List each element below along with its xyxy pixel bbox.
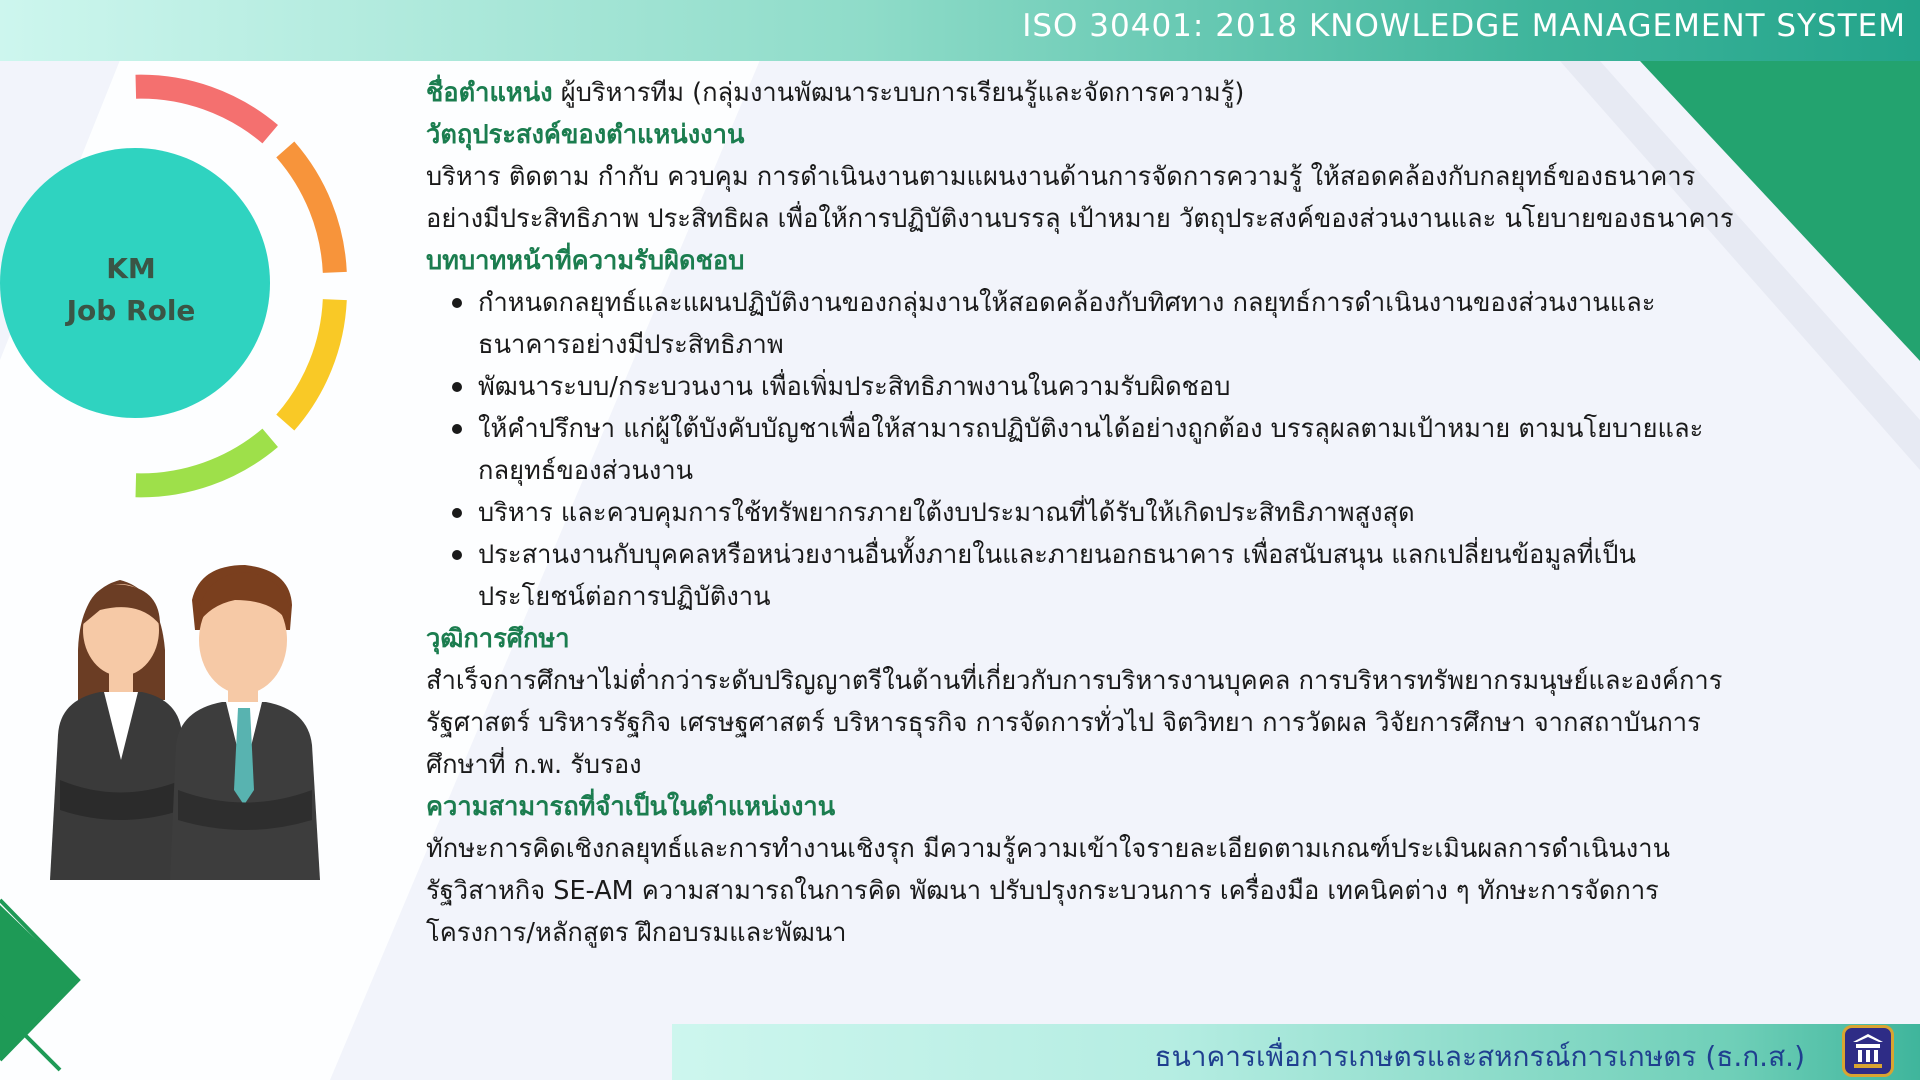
badge-line-2: Job Role	[66, 294, 196, 327]
duty-item: กำหนดกลยุทธ์และแผนปฏิบัติงานของกลุ่มงานให้สอดคล้องกับทิศทาง กลยุทธ์การดำเนินงานของส่วนงานและ ธนาคารอย่างมีประสิทธิภาพ	[426, 282, 1846, 366]
duty-item: ประสานงานกับบุคคลหรือหน่วยงานอื่นทั้งภายในและภายนอกธนาคาร เพื่อสนับสนุน แลกเปลี่ยนข้อมูลที่เป็น ประโยชน์ต่อการปฏิบัติงาน	[426, 534, 1846, 618]
education-line: ศึกษาที่ ก.พ. รับรอง	[426, 750, 642, 780]
position-value: ผู้บริหารทีม (กลุ่มงานพัฒนาระบบการเรียนรู้และจัดการความรู้)	[552, 78, 1245, 108]
objective-line: อย่างมีประสิทธิภาพ ประสิทธิผล เพื่อให้การปฏิบัติงานบรรลุ เป้าหมาย วัตถุประสงค์ของส่วนงานและ นโยบายของธนาคาร	[426, 204, 1734, 234]
duty-item: พัฒนาระบบ/กระบวนงาน เพื่อเพิ่มประสิทธิภาพงานในความรับผิดชอบ	[426, 366, 1846, 408]
position-label: ชื่อตำแหน่ง	[426, 78, 553, 108]
education-heading: วุฒิการศึกษา	[426, 624, 570, 654]
position-line	[426, 72, 1846, 114]
education-line: สำเร็จการศึกษาไม่ต่ำกว่าระดับปริญญาตรีในด้านที่เกี่ยวกับการบริหารงานบุคคล การบริหารทรัพยากรมนุษย์และองค์การ	[426, 666, 1723, 696]
competency-line: รัฐวิสาหกิจ SE-AM ความสามารถในการคิด พัฒนา ปรับปรุงกระบวนการ เครื่องมือ เทคนิคต่าง ๆ ทักษะการจัดการ	[426, 876, 1659, 906]
header-title: ISO 30401: 2018 KNOWLEDGE MANAGEMENT SYSTEM	[1022, 8, 1906, 44]
badge-line-1: KM	[106, 252, 156, 285]
competency-line: โครงการ/หลักสูตร ฝึกอบรมและพัฒนา	[426, 918, 847, 948]
duty-item: บริหาร และควบคุมการใช้ทรัพยากรภายใต้งบประมาณที่ได้รับให้เกิดประสิทธิภาพสูงสุด	[426, 492, 1846, 534]
objective-heading: วัตถุประสงค์ของตำแหน่งงาน	[426, 120, 745, 150]
competency-heading: ความสามารถที่จำเป็นในตำแหน่งงาน	[426, 792, 836, 822]
businessman-illustration	[170, 565, 320, 880]
education-line: รัฐศาสตร์ บริหารรัฐกิจ เศรษฐศาสตร์ บริหารธุรกิจ การจัดการทั่วไป จิตวิทยา การวัดผล วิจัยการศึกษา จากสถาบันการ	[426, 708, 1701, 738]
competency-line: ทักษะการคิดเชิงกลยุทธ์และการทำงานเชิงรุก มีความรู้ความเข้าใจรายละเอียดตามเกณฑ์ประเมินผลการดำเนินงาน	[426, 834, 1671, 864]
footer-bank-name: ธนาคารเพื่อการเกษตรและสหกรณ์การเกษตร (ธ.ก.ส.)	[1154, 1040, 1805, 1073]
duties-heading: บทบาทหน้าที่ความรับผิดชอบ	[426, 246, 745, 276]
objective-line: บริหาร ติดตาม กำกับ ควบคุม การดำเนินงานตามแผนงานด้านการจัดการความรู้ ให้สอดคล้องกับกลยุทธ์ของธนาคาร	[426, 162, 1696, 192]
duties-list	[426, 282, 1846, 618]
businesswoman-illustration	[50, 580, 190, 880]
duty-item: ให้คำปรึกษา แก่ผู้ใต้บังคับบัญชาเพื่อให้สามารถปฏิบัติงานได้อย่างถูกต้อง บรรลุผลตามเป้าหมาย ตามนโยบายและ กลยุทธ์ของส่วนงาน	[426, 408, 1846, 492]
business-people-illustration	[0, 0, 340, 900]
baac-logo-icon	[1842, 1025, 1894, 1077]
job-description	[426, 72, 1846, 954]
